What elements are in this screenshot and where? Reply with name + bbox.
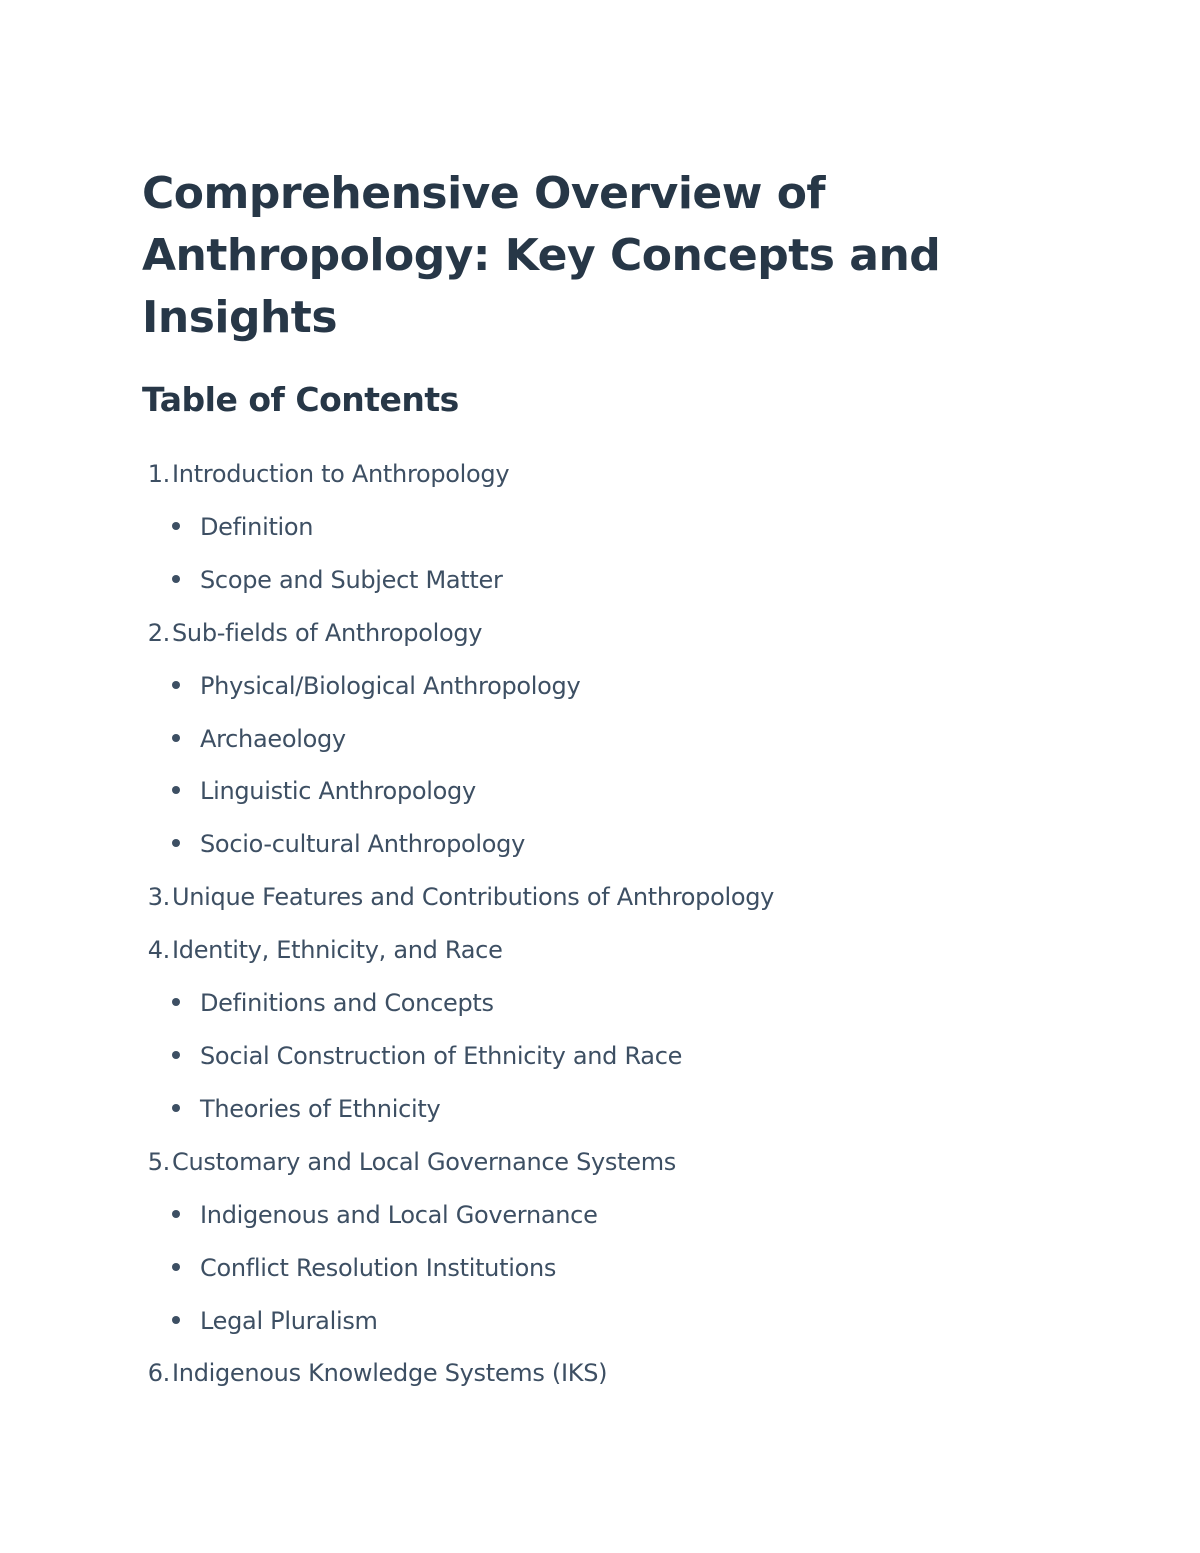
toc-item-number: 4.: [147, 936, 170, 965]
bullet-icon: [172, 575, 180, 583]
toc-subitem-label: Conflict Resolution Institutions: [200, 1253, 557, 1282]
toc-item-label: Unique Features and Contributions of Anthropology: [172, 883, 775, 912]
toc-heading: Table of Contents: [142, 380, 459, 419]
toc-item[interactable]: [142, 871, 774, 924]
document-title: Comprehensive Overview of Anthropology: Key Concepts and Insights: [142, 168, 941, 343]
toc-subitem-label: Linguistic Anthropology: [200, 777, 476, 806]
toc-subitem[interactable]: [142, 977, 774, 1030]
toc-subitem-label: Definitions and Concepts: [200, 989, 494, 1018]
toc-item-number: 2.: [147, 618, 170, 647]
toc-item-label: Introduction to Anthropology: [172, 460, 510, 488]
toc-subitem[interactable]: [142, 1083, 774, 1136]
toc-subitem[interactable]: [142, 1030, 774, 1083]
toc-subitem[interactable]: [142, 818, 774, 871]
toc-subitem-label: Social Construction of Ethnicity and Race: [200, 1041, 683, 1070]
toc-item-label: Sub-fields of Anthropology: [172, 618, 483, 647]
bullet-icon: [172, 734, 180, 742]
toc-item-number: 6.: [147, 1359, 170, 1388]
toc-item[interactable]: [142, 1136, 774, 1189]
bullet-icon: [172, 522, 180, 530]
toc-item-number: 3.: [147, 883, 170, 912]
bullet-icon: [172, 1104, 180, 1112]
toc-item-number: 5.: [147, 1147, 170, 1176]
bullet-icon: [172, 1316, 180, 1324]
toc-subitem-label: Definition: [200, 512, 314, 541]
toc-item-number: 1.: [147, 460, 170, 488]
bullet-icon: [172, 1210, 180, 1218]
toc-subitem[interactable]: [142, 660, 774, 713]
toc-subitem[interactable]: [142, 554, 774, 607]
toc-subitem[interactable]: [142, 765, 774, 818]
toc-item[interactable]: [142, 924, 774, 977]
toc-item-label: Customary and Local Governance Systems: [172, 1147, 676, 1176]
toc-subitem-label: Theories of Ethnicity: [200, 1094, 441, 1123]
toc-subitem[interactable]: [142, 713, 774, 766]
bullet-icon: [172, 681, 180, 689]
toc-subitem-label: Legal Pluralism: [200, 1306, 378, 1335]
table-of-contents: [142, 448, 774, 1400]
toc-subitem[interactable]: [142, 1189, 774, 1242]
toc-item-label: Indigenous Knowledge Systems (IKS): [172, 1359, 608, 1388]
toc-item[interactable]: [142, 448, 774, 501]
toc-item-label: Identity, Ethnicity, and Race: [172, 936, 503, 965]
toc-subitem-label: Indigenous and Local Governance: [200, 1200, 598, 1229]
toc-subitem-label: Scope and Subject Matter: [200, 565, 503, 594]
bullet-icon: [172, 786, 180, 794]
toc-subitem-label: Physical/Biological Anthropology: [200, 671, 581, 700]
toc-subitem[interactable]: [142, 1295, 774, 1348]
toc-subitem-label: Socio-cultural Anthropology: [200, 830, 526, 859]
bullet-icon: [172, 1051, 180, 1059]
toc-subitem[interactable]: [142, 501, 774, 554]
bullet-icon: [172, 1263, 180, 1271]
toc-item[interactable]: [142, 1347, 774, 1400]
toc-item[interactable]: [142, 607, 774, 660]
toc-subitem[interactable]: [142, 1242, 774, 1295]
toc-subitem-label: Archaeology: [200, 724, 346, 753]
bullet-icon: [172, 998, 180, 1006]
bullet-icon: [172, 839, 180, 847]
